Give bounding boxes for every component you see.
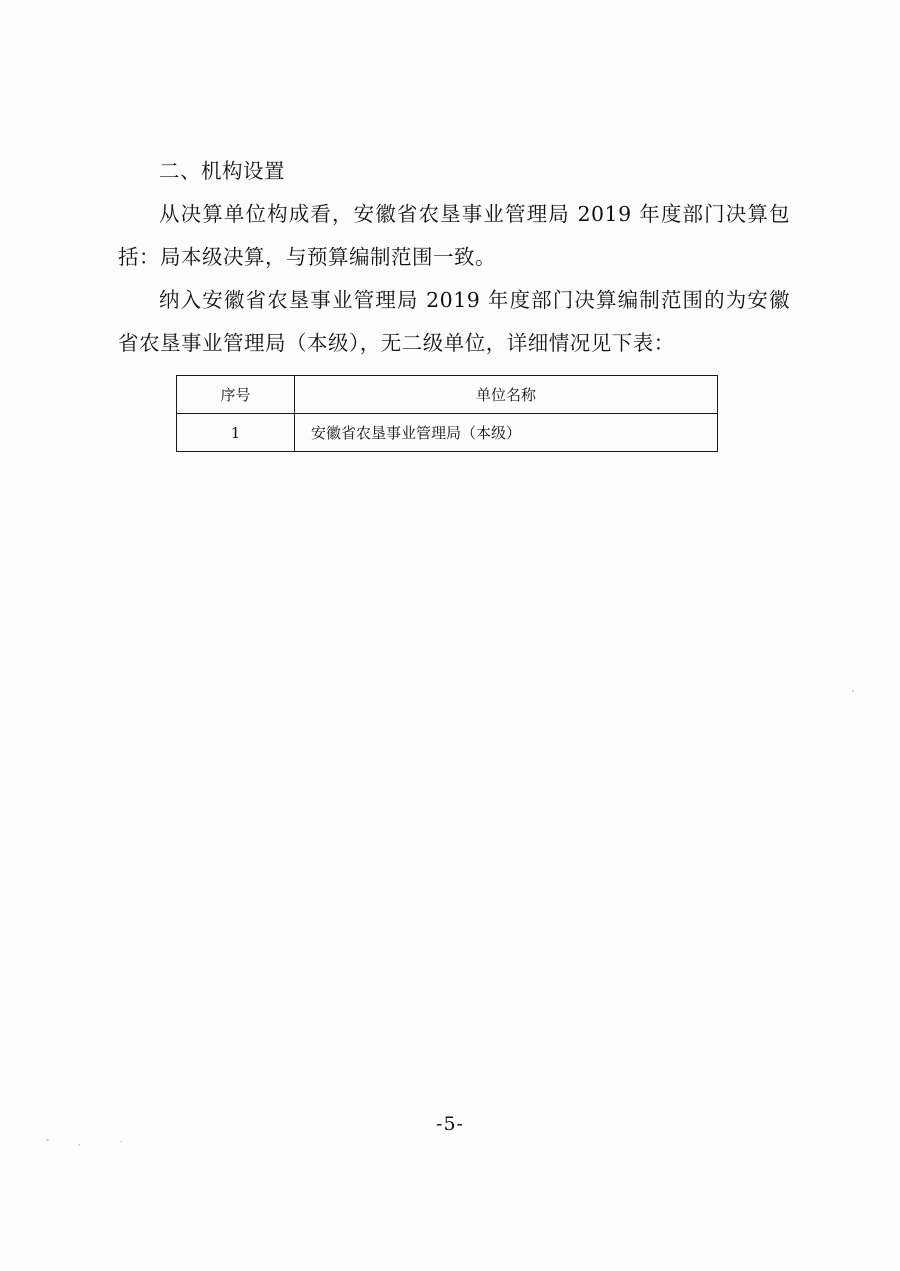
table-cell-unit-name: 安徽省农垦事业管理局（本级） <box>295 414 718 452</box>
table-row <box>177 414 718 452</box>
page-number: -5- <box>436 1113 464 1135</box>
unit-table-wrapper <box>176 375 718 452</box>
paragraph-1: 从决算单位构成看，安徽省农垦事业管理局 2019 年度部门决算包括：局本级决算，与预算编制范围一致。 <box>118 202 790 269</box>
table-header-no: 序号 <box>177 376 295 414</box>
table-cell-no: 1 <box>177 414 295 452</box>
unit-table <box>176 375 718 452</box>
table-header-unit-name: 单位名称 <box>295 376 718 414</box>
scan-speck <box>120 1141 122 1142</box>
scan-speck <box>852 690 854 692</box>
section-heading: 二、机构设置 <box>159 159 285 183</box>
scan-speck <box>78 1144 80 1146</box>
document-content <box>118 150 790 452</box>
table-header-row <box>177 376 718 414</box>
scan-speck <box>46 1139 49 1141</box>
paragraph-2: 纳入安徽省农垦事业管理局 2019 年度部门决算编制范围的为安徽省农垦事业管理局（本级），无二级单位，详细情况见下表： <box>118 288 790 355</box>
